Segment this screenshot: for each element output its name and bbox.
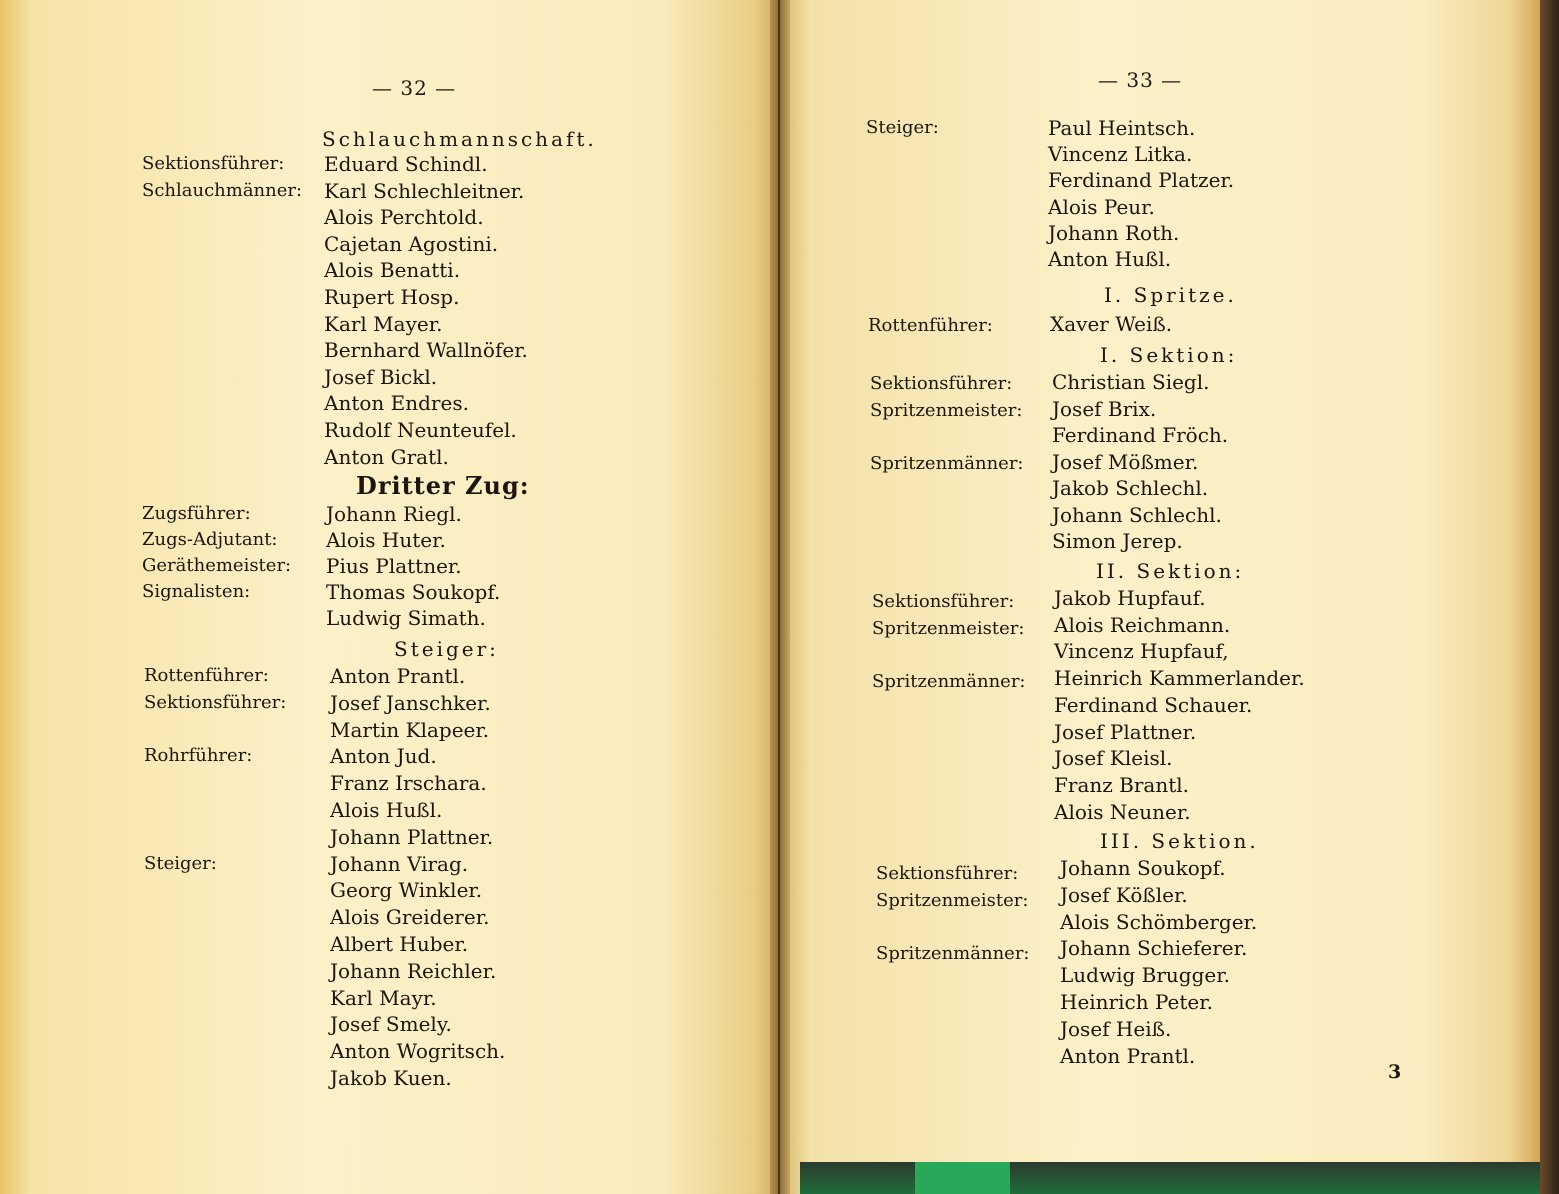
- member-name: Heinrich Kammerlander.: [1054, 666, 1305, 691]
- member-name: Johann Plattner.: [330, 824, 494, 849]
- member-name: Karl Mayer.: [324, 311, 443, 336]
- member-name: Josef Brix.: [1052, 396, 1157, 421]
- member-name: Bernhard Wallnöfer.: [324, 338, 528, 363]
- member-name: Ludwig Brugger.: [1060, 963, 1230, 988]
- member-name: Alois Huter.: [326, 528, 446, 552]
- role-label: Sektionsführer:: [144, 691, 287, 713]
- member-name: Anton Gratl.: [324, 444, 449, 469]
- member-name: Josef Smely.: [330, 1012, 452, 1037]
- book-gutter: [770, 0, 790, 1194]
- role-label: Schlauchmänner:: [142, 179, 303, 201]
- member-name: Jakob Kuen.: [330, 1066, 452, 1090]
- member-name: Xaver Weiß.: [1050, 312, 1173, 336]
- role-label: Spritzenmeister:: [876, 889, 1029, 911]
- member-name: Jakob Hupfauf.: [1054, 586, 1206, 610]
- member-name: Karl Schlechleitner.: [324, 178, 525, 203]
- member-name: Josef Janschker.: [330, 690, 491, 715]
- role-label: Steiger:: [144, 852, 217, 874]
- member-name: Jakob Schlechl.: [1052, 476, 1209, 500]
- role-label: Rottenführer:: [868, 315, 993, 336]
- role-label: Sektionsführer:: [872, 591, 1015, 612]
- member-name: Alois Neuner.: [1054, 799, 1191, 824]
- member-name: Johann Virag.: [330, 851, 469, 876]
- member-name: Paul Heintsch.: [1048, 116, 1196, 140]
- member-name: Johann Riegl.: [326, 502, 462, 526]
- section-heading: II. Sektion:: [1096, 559, 1245, 583]
- member-name: Anton Endres.: [324, 391, 469, 416]
- signature-mark: 3: [1388, 1061, 1402, 1083]
- member-name: Alois Reichmann.: [1054, 612, 1231, 637]
- member-name: Alois Hußl.: [330, 798, 443, 822]
- section-heading: Schlauchmannschaft.: [322, 127, 597, 151]
- role-label: Sektionsführer:: [870, 373, 1013, 394]
- role-label: Zugsführer:: [142, 503, 251, 524]
- role-label: Rottenführer:: [144, 665, 269, 686]
- member-name: Martin Klapeer.: [330, 717, 490, 742]
- member-name: Josef Mößmer.: [1052, 449, 1199, 474]
- role-label: Rohrführer:: [144, 745, 253, 767]
- member-name: Alois Peur.: [1048, 194, 1155, 219]
- member-name: Josef Plattner.: [1054, 719, 1197, 744]
- member-name: Cajetan Agostini.: [324, 231, 499, 256]
- bottom-bookmark-band: [800, 1162, 1540, 1194]
- member-name: Thomas Soukopf.: [326, 580, 501, 604]
- role-label: Spritzenmeister:: [870, 399, 1023, 421]
- member-name: Johann Roth.: [1048, 220, 1180, 245]
- member-name: Ferdinand Fröch.: [1052, 423, 1229, 447]
- member-name: Johann Schieferer.: [1060, 936, 1248, 961]
- role-label: Sektionsführer:: [876, 863, 1019, 884]
- section-heading: I. Sektion:: [1100, 343, 1238, 367]
- member-name: Franz Irschara.: [330, 771, 487, 796]
- member-name: Heinrich Peter.: [1060, 990, 1213, 1014]
- member-name: Josef Bickl.: [324, 364, 438, 389]
- member-name: Johann Schlechl.: [1052, 502, 1222, 527]
- role-label: Sektionsführer:: [142, 153, 285, 174]
- member-name: Christian Siegl.: [1052, 370, 1210, 394]
- section-heading: Dritter Zug:: [356, 471, 530, 500]
- role-label: Steiger:: [866, 117, 939, 138]
- role-label: Zugs-Adjutant:: [142, 529, 278, 550]
- role-label: Spritzenmänner:: [872, 671, 1026, 693]
- member-name: Franz Brantl.: [1054, 772, 1189, 797]
- member-name: Josef Kößler.: [1060, 882, 1188, 907]
- role-label: Spritzenmänner:: [876, 943, 1030, 965]
- member-name: Simon Jerep.: [1052, 529, 1183, 553]
- member-name: Anton Wogritsch.: [330, 1039, 506, 1064]
- member-name: Alois Benatti.: [324, 258, 461, 283]
- member-name: Vincenz Hupfauf,: [1054, 639, 1229, 664]
- member-name: Rudolf Neunteufel.: [324, 418, 517, 442]
- page-number: — 32 —: [372, 76, 457, 100]
- member-name: Albert Huber.: [330, 932, 469, 956]
- member-name: Rupert Hosp.: [324, 285, 460, 309]
- member-name: Georg Winkler.: [330, 878, 483, 903]
- member-name: Anton Prantl.: [1060, 1043, 1196, 1068]
- member-name: Ludwig Simath.: [326, 606, 486, 630]
- book-cover-edge: [1540, 0, 1559, 1194]
- member-name: Alois Schömberger.: [1060, 909, 1258, 934]
- role-label: Geräthemeister:: [142, 555, 292, 576]
- section-heading: Steiger:: [394, 637, 499, 661]
- member-name: Johann Reichler.: [330, 958, 497, 983]
- member-name: Josef Kleisl.: [1054, 746, 1173, 771]
- role-label: Spritzenmänner:: [870, 452, 1024, 474]
- green-ribbon: [915, 1162, 1010, 1194]
- member-name: Ferdinand Schauer.: [1054, 692, 1253, 717]
- member-name: Anton Prantl.: [330, 664, 466, 688]
- member-name: Josef Heiß.: [1060, 1016, 1172, 1041]
- member-name: Alois Greiderer.: [330, 905, 490, 930]
- role-label: Spritzenmeister:: [872, 617, 1025, 639]
- member-name: Johann Soukopf.: [1060, 856, 1226, 880]
- section-heading: III. Sektion.: [1100, 829, 1259, 853]
- member-name: Ferdinand Platzer.: [1048, 168, 1235, 193]
- member-name: Alois Perchtold.: [324, 205, 484, 230]
- member-name: Pius Plattner.: [326, 554, 462, 578]
- role-label: Signalisten:: [142, 581, 251, 602]
- member-name: Anton Jud.: [330, 744, 437, 769]
- section-heading: I. Spritze.: [1104, 283, 1237, 307]
- member-name: Vincenz Litka.: [1048, 142, 1193, 167]
- member-name: Anton Hußl.: [1048, 247, 1172, 271]
- page-number: — 33 —: [1098, 68, 1183, 92]
- member-name: Eduard Schindl.: [324, 152, 488, 176]
- member-name: Karl Mayr.: [330, 985, 437, 1010]
